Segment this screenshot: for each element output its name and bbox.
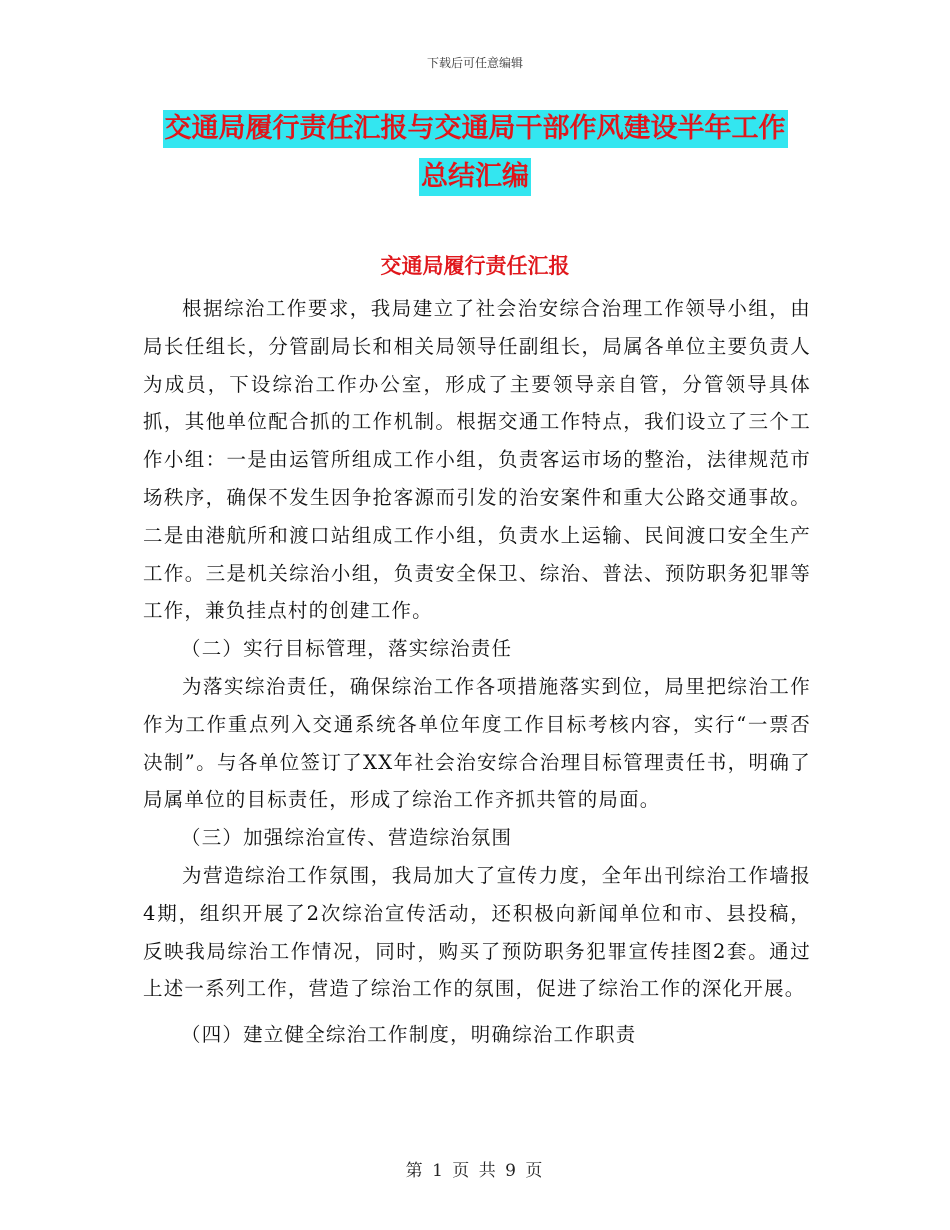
page-number: 第 1 页 共 9 页	[405, 1161, 545, 1181]
section-title: 交通局履行责任汇报	[380, 253, 570, 278]
document-title-line-1: 交通局履行责任汇报与交通局干部作风建设半年工作	[163, 110, 788, 148]
paragraph-1: 根据综治工作要求，我局建立了社会治安综合治理工作领导小组，由局长任组长，分管副局长和相关局领导任副组长，局属各单位主要负责人为成员，下设综治工作办公室，形成了主要领导亲自管，分管领导具体抓，其他单位配合抓的工作机制。根据交通工作特点，我们设立了三个工作小组：一是由运管所组成工作小组，负责客运市场的整治，法律规范市场秩序，确保不发生因争抢客源而引发的治安案件和重大公路交通事故。二是由港航所和渡口站组成工作小组，负责水上运输、民间渡口安全生产工作。三是机关综治小组，负责安全保卫、综治、普法、预防职务犯罪等工作，兼负挂点村的创建工作。	[143, 297, 811, 623]
header-note: 下载后可任意编辑	[426, 56, 523, 70]
paragraph-2: 为落实综治责任，确保综治工作各项措施落实到位，局里把综治工作作为工作重点列入交通系统各单位年度工作目标考核内容，实行“一票否决制”。与各单位签订了XX年社会治安综合治理目标管理责任书，明确了局属单位的目标责任，形成了综治工作齐抓共管的局面。	[143, 674, 811, 812]
subheading-4: （四）建立健全综治工作制度，明确综治工作职责	[181, 1023, 637, 1047]
subheading-2: （二）实行目标管理，落实综治责任	[181, 637, 513, 661]
document-title	[0, 110, 950, 196]
subheading-3: （三）加强综治宣传、营造综治氛围	[181, 826, 513, 850]
document-title-line-2: 总结汇编	[419, 158, 531, 196]
paragraph-3: 为营造综治工作氛围，我局加大了宣传力度，全年出刊综治工作墙报4期，组织开展了2次综治宣传活动，还积极向新闻单位和市、县投稿，反映我局综治工作情况，同时，购买了预防职务犯罪宣传挂图2套。通过上述一系列工作，营造了综治工作的氛围，促进了综治工作的深化开展。	[143, 863, 811, 1001]
document-body	[143, 290, 811, 1054]
